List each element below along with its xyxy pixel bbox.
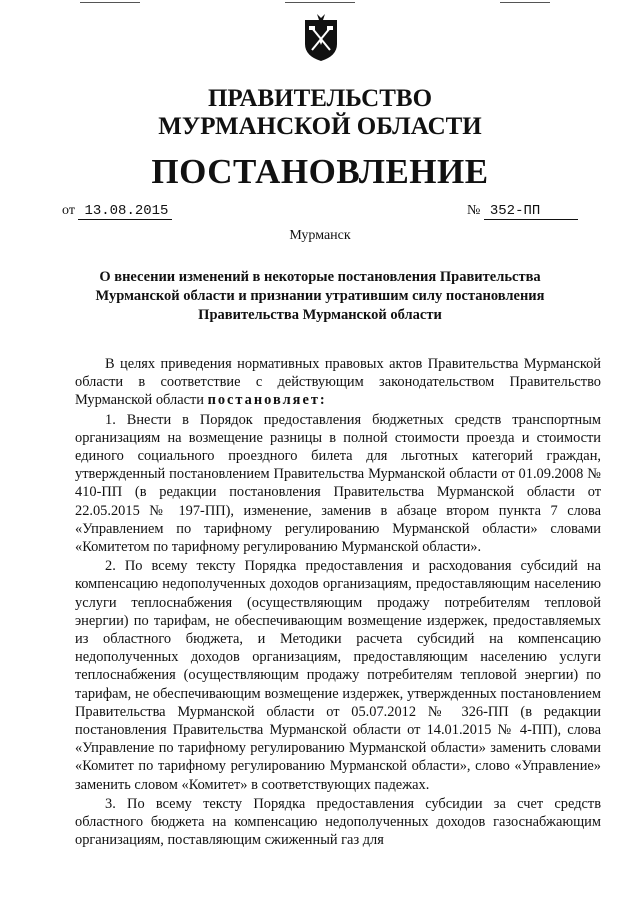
date-prefix: от [62,203,75,218]
top-divider-left [80,2,140,3]
number-prefix: № [467,203,481,218]
city-name: Мурманск [289,228,351,243]
date-value: 13.08.2015 [78,203,172,220]
subject-line3: Правительства Мурманской области [198,307,442,323]
document-subject [90,268,550,325]
number-field [467,203,578,220]
coat-of-arms-icon [303,12,339,62]
item-3-paragraph: 3. По всему тексту Порядка предоставления субсидии за счет средств областного бюджета на компенсацию недополученных доходов газоснабжающим организациям, поставляющим сжиженный газ для [75,795,601,849]
document-type-heading: ПОСТАНОВЛЕНИЕ [151,152,489,191]
government-title-line1: ПРАВИТЕЛЬСТВО [207,85,433,112]
number-value: 352-ПП [484,203,578,220]
document-body [75,355,601,850]
resolves-word: постановляет: [207,392,327,409]
government-title-line2: МУРМАНСКОЙ ОБЛАСТИ [158,113,482,140]
top-divider-right [500,2,550,3]
intro-paragraph [75,355,601,410]
subject-line2: Мурманской области и признании утратившим силу постановления [95,288,545,304]
item-2-paragraph: 2. По всему тексту Порядка предоставления и расходования субсидий на компенсацию недополученных доходов организациям, предоставляющим населению услуги теплоснабжения (осуществляющим продажу потребителям тепловой энергии) по тарифам, не обеспечивающим возмещение издержек, предоставляемых из областного бюджета, и Методики расчета субсидий на компенсацию недополученных доходов организациям, предоставляющим населению услуги теплоснабжения (осуществляющим продажу потребителям тепловой энергии) по тарифам, не обеспечивающим возмещение издержек, утвержденных постановлением Правительства Мурманской области от 05.07.2012 № 326-ПП (в редакции постановления Правительства Мурманской области от 14.01.2015 № 4-ПП), слова «Управление по тарифному регулированию Мурманской области» заменить словами «Комитет по тарифному регулированию Мурманской области», слово «Управление» заменить словом «Комитет» в соответствующих падежах. [75,558,601,793]
subject-line1: О внесении изменений в некоторые постановления Правительства [99,269,541,285]
intro-text: В целях приведения нормативных правовых актов Правительства Мурманской области в соответствие с действующим законодательством Правительство Мурманской области [75,356,601,409]
top-divider-center [285,2,355,3]
item-1-paragraph: 1. Внести в Порядок предоставления бюджетных средств транспортным организациям на возмещение разницы в полной стоимости проезда и стоимости единого социального проездного билета для льготных категорий граждан, утвержденный постановлением Правительства Мурманской области от 01.09.2008 № 410-ПП (в редакции постановления Правительства Мурманской области от 22.05.2015 № 197-ПП), изменение, заменив в абзаце втором пункта 7 слова «Управлением по тарифному регулированию Мурманской области» словами «Комитетом по тарифному регулированию Мурманской области». [75,411,601,556]
date-field [62,203,172,220]
government-title [0,85,640,141]
